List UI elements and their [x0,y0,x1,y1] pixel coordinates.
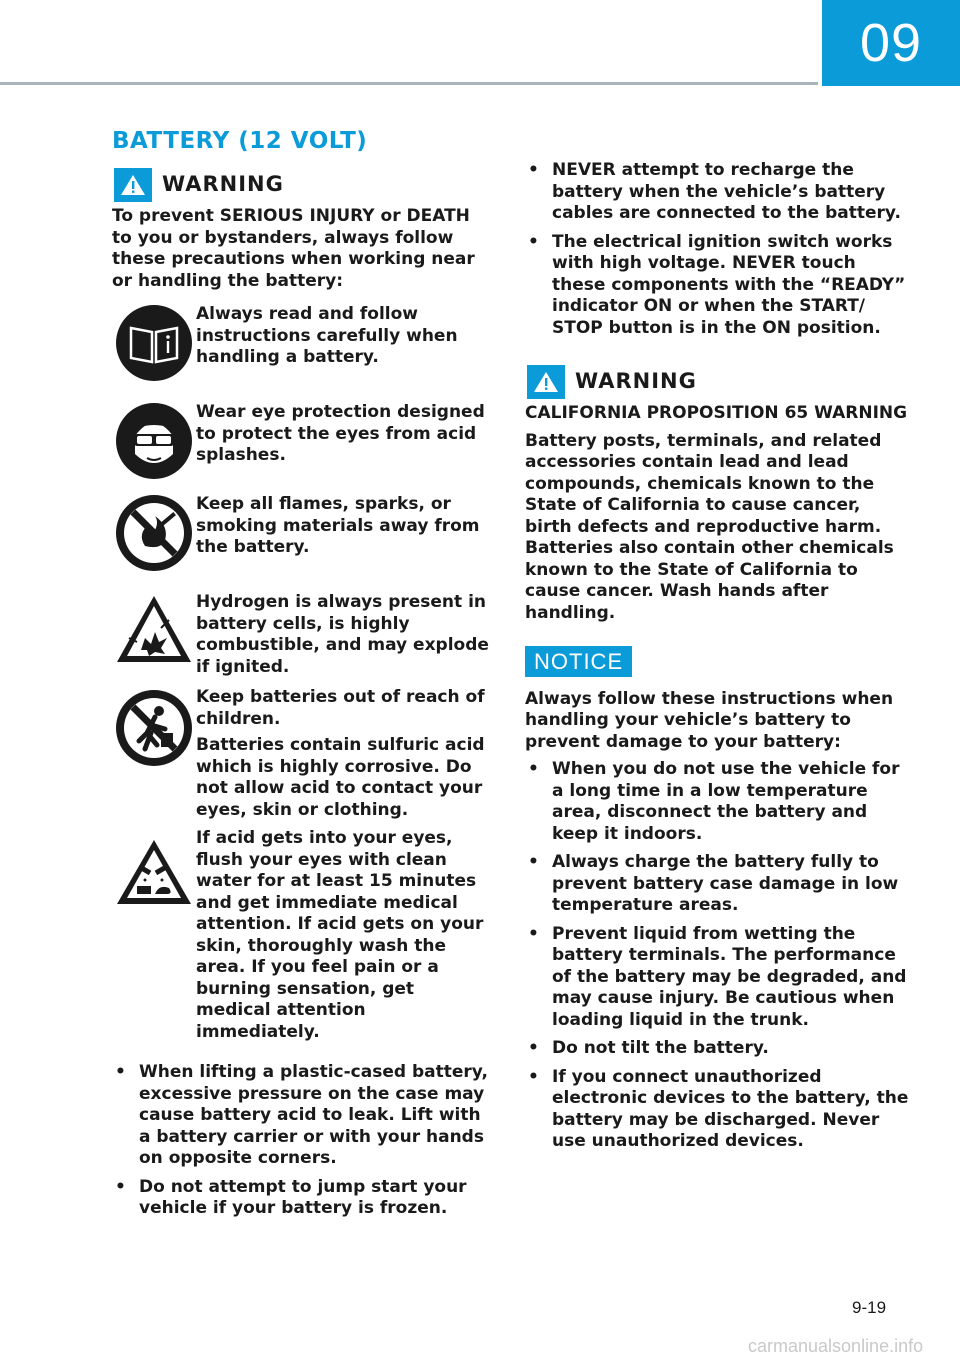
notice-block [525,646,910,1153]
keep-from-children-icon [112,687,196,773]
page-number: 9-19 [852,1298,887,1317]
symbol-instruction: Keep all flames, sparks, or smoking materials away from the battery. [196,494,480,557]
list-item: • Do not tilt the battery. [525,1038,910,1060]
read-manual-icon [112,304,196,388]
list-item: • If you connect unauthorized electronic devices to the battery, the battery may be discharged. Never use unauthorized devices. [525,1067,910,1153]
list-item: • Do not attempt to jump start your vehicle if your battery is frozen. [112,1177,492,1220]
symbol-text [196,402,490,472]
prop65-heading: CALIFORNIA PROPOSITION 65 WARNING [525,403,908,423]
list-item: • Prevent liquid from wetting the battery terminals. The performance of the battery may be degraded, and may cause injury. Be cautious when loading liquid in the trunk. [525,924,910,1032]
watermark: carmanualsonline.info [748,1336,924,1356]
warning-bullets [112,1062,492,1220]
no-flames-icon [112,494,196,578]
left-column [112,168,492,1227]
corrosive-warning-icon [112,828,196,922]
symbol-instruction: Always read and follow instructions carefully when handling a battery. [196,304,458,367]
warning-header [112,168,492,202]
list-item: • Always charge the battery fully to prevent battery case damage in low temperature areas. [525,852,910,917]
symbol-text [196,494,490,564]
symbol-row [112,304,492,388]
symbol-row [112,592,492,683]
symbol-row [112,402,492,486]
symbol-instruction: If acid gets into your eyes, flush your eyes with clean water for at least 15 minutes and get immediate medical attention. If acid gets on your skin, thoroughly wash the area. If you feel pain or a burning sensation, get medical attention immediately. [196,828,484,1042]
header-rule [0,82,818,85]
notice-bullets [525,759,910,1153]
notice-intro: Always follow these instructions when handling your vehicle’s battery to prevent damage to your battery: [525,688,894,752]
chapter-tab [822,0,960,86]
symbol-instruction: Keep batteries out of reach of children. [196,687,485,729]
symbol-text [196,592,490,683]
symbol-instruction: Wear eye protection designed to protect the eyes from acid splashes. [196,402,485,465]
explosion-warning-icon [112,592,196,676]
symbol-text [196,304,490,374]
chapter-number: 09 [859,13,923,73]
symbol-text [196,828,490,1048]
section-title: BATTERY (12 VOLT) [112,128,368,154]
right-column [525,160,910,1160]
list-item: • When you do not use the vehicle for a long time in a low temperature area, disconnect the battery and keep it indoors. [525,759,910,845]
symbol-row [112,494,492,578]
symbol-row [112,687,492,826]
symbol-instruction: Hydrogen is always present in battery cells, is highly combustible, and may explode if ignited. [196,592,489,677]
warning-header [525,365,910,399]
battery-bullets [525,160,910,339]
symbol-text [196,687,490,826]
list-item: • The electrical ignition switch works with high voltage. NEVER touch these components with the “READY” indicator ON or when the START/ STOP button is in the ON position. [525,232,910,340]
symbol-row [112,828,492,1048]
notice-badge: NOTICE [525,646,632,677]
warning-label: WARNING [575,369,697,394]
eye-protection-icon [112,402,196,486]
symbol-instruction: Batteries contain sulfuric acid which is highly corrosive. Do not allow acid to contact your eyes, skin or clothing. [196,735,485,820]
warning-label: WARNING [162,172,284,197]
warning-triangle-icon [114,168,152,202]
prop65-text: Battery posts, terminals, and related accessories contain lead and lead compounds, chemicals known to the State of California to cause cancer, birth defects and reproductive harm. Batteries also contain other chemicals known to the State of California to cause cancer. Wash hands after handling. [525,430,894,623]
list-item: • NEVER attempt to recharge the battery when the vehicle’s battery cables are connected to the battery. [525,160,910,225]
list-item: • When lifting a plastic-cased battery, excessive pressure on the case may cause battery acid to leak. Lift with a battery carrier or with your hands on opposite corners. [112,1062,492,1170]
warning-intro: To prevent SERIOUS INJURY or DEATH to you or bystanders, always follow these precautions when working near or handling the battery: [112,206,475,291]
warning-triangle-icon [527,365,565,399]
